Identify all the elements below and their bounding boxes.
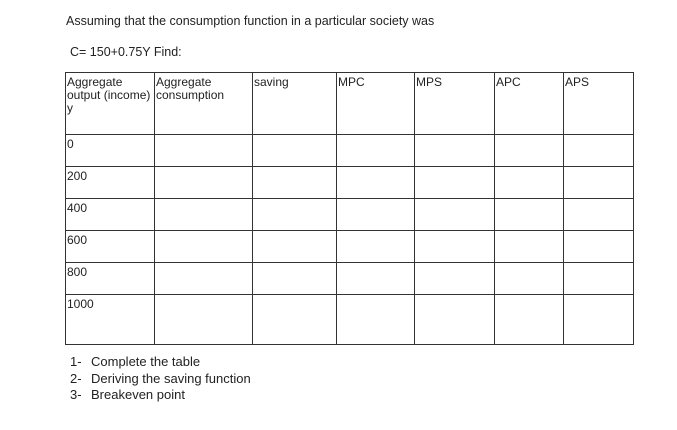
table-cell[interactable]: 200	[66, 167, 155, 199]
consumption-table	[65, 72, 634, 345]
table-cell[interactable]	[415, 199, 495, 231]
table-cell[interactable]	[337, 231, 415, 263]
table-row	[66, 167, 634, 199]
table-cell[interactable]	[495, 231, 564, 263]
table-cell[interactable]	[337, 263, 415, 295]
table-cell[interactable]	[253, 231, 337, 263]
table-cell[interactable]	[564, 199, 634, 231]
table-cell[interactable]	[337, 167, 415, 199]
task-text: Complete the table	[91, 354, 201, 369]
task-text: Breakeven point	[91, 387, 185, 402]
header-aps: APS	[564, 73, 634, 135]
table-cell[interactable]: 0	[66, 135, 155, 167]
table-cell[interactable]	[564, 295, 634, 345]
table-cell[interactable]: 400	[66, 199, 155, 231]
table-cell[interactable]	[337, 199, 415, 231]
table-cell[interactable]	[415, 231, 495, 263]
table-cell[interactable]	[253, 135, 337, 167]
table-cell[interactable]	[337, 295, 415, 345]
table-cell[interactable]: 600	[66, 231, 155, 263]
table-row	[66, 199, 634, 231]
table-cell[interactable]	[155, 199, 253, 231]
task-number: 3-	[70, 387, 82, 402]
consumption-equation: C= 150+0.75Y Find:	[70, 45, 182, 59]
table-cell[interactable]	[155, 135, 253, 167]
table-cell[interactable]: 800	[66, 263, 155, 295]
header-aggregate-output: Aggregate output (income) y	[66, 73, 155, 135]
table-cell[interactable]	[253, 199, 337, 231]
header-mps: MPS	[415, 73, 495, 135]
table-cell[interactable]	[155, 167, 253, 199]
task-number: 2-	[70, 370, 82, 386]
table-cell[interactable]	[415, 167, 495, 199]
table-cell[interactable]	[495, 263, 564, 295]
header-mpc: MPC	[337, 73, 415, 135]
table-cell[interactable]	[253, 263, 337, 295]
task-number: 1-	[70, 354, 82, 369]
table-cell[interactable]	[415, 263, 495, 295]
table-cell[interactable]	[415, 295, 495, 345]
table-cell[interactable]	[564, 167, 634, 199]
table-cell[interactable]	[495, 135, 564, 167]
table-header-row	[66, 73, 634, 135]
task-item	[70, 387, 251, 404]
intro-text: Assuming that the consumption function in a particular society was	[66, 14, 435, 28]
header-saving: saving	[253, 73, 337, 135]
table-cell[interactable]	[495, 295, 564, 345]
table-row	[66, 231, 634, 263]
table-row	[66, 135, 634, 167]
table-cell[interactable]	[564, 135, 634, 167]
header-aggregate-consumption: Aggregate consumption	[155, 73, 253, 135]
task-list	[70, 354, 251, 404]
table-cell[interactable]	[415, 135, 495, 167]
task-item	[70, 354, 251, 371]
table-cell[interactable]	[564, 231, 634, 263]
table-cell[interactable]	[337, 135, 415, 167]
table-row	[66, 263, 634, 295]
table-cell[interactable]	[564, 263, 634, 295]
task-text: Deriving the saving function	[91, 370, 251, 386]
table-cell[interactable]	[253, 295, 337, 345]
table-cell[interactable]	[495, 167, 564, 199]
task-item	[70, 371, 251, 388]
table-cell[interactable]	[253, 167, 337, 199]
table-cell[interactable]: 1000	[66, 295, 155, 345]
table-cell[interactable]	[155, 295, 253, 345]
table-cell[interactable]	[495, 199, 564, 231]
table-row	[66, 295, 634, 345]
table-cell[interactable]	[155, 263, 253, 295]
header-apc: APC	[495, 73, 564, 135]
table-cell[interactable]	[155, 231, 253, 263]
